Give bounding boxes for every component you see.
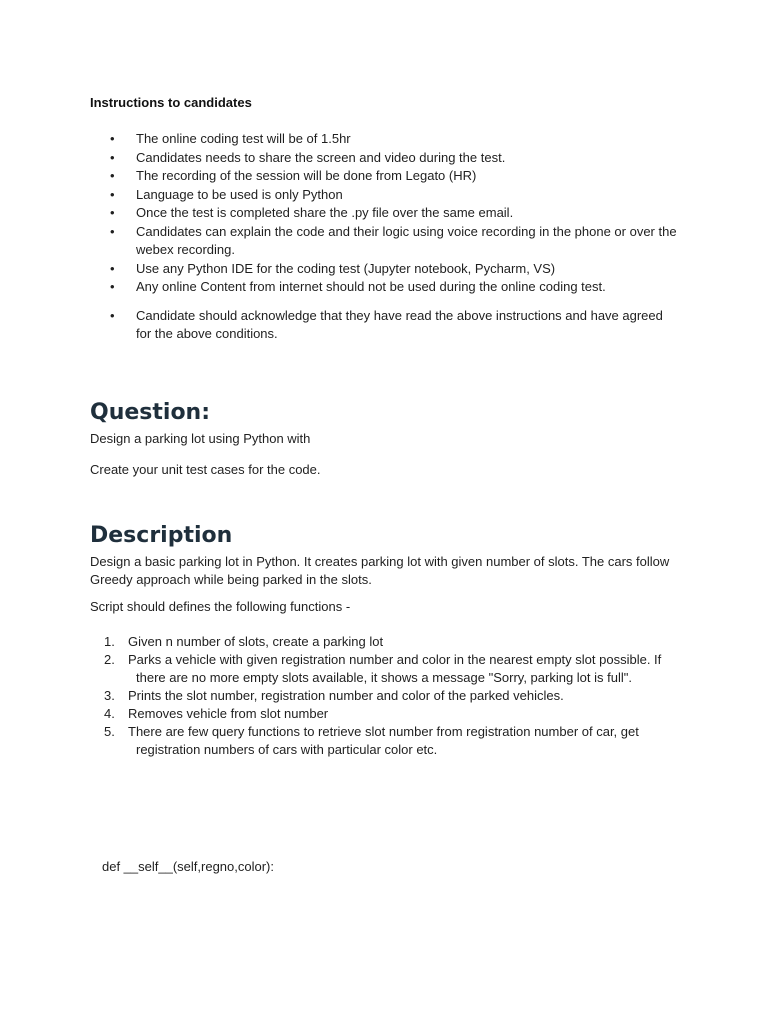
function-text: Given n number of slots, create a parking lot (128, 634, 384, 649)
function-item (0, 651, 768, 687)
function-text: Removes vehicle from slot number (128, 706, 329, 721)
functions-list (0, 633, 768, 759)
question-line-1: Design a parking lot using Python with (90, 431, 311, 446)
instruction-item: • Once the test is completed share the .py file over the same email. (0, 204, 768, 223)
question-heading: Question: (90, 400, 211, 425)
function-number: 5. (104, 724, 115, 739)
instruction-item: • Candidate should acknowledge that they have read the above instructions and have agreed for the above conditions. (0, 307, 768, 344)
instruction-item: • Language to be used is only Python (0, 186, 768, 205)
function-item (0, 723, 768, 759)
question-line-2: Create your unit test cases for the code. (90, 462, 321, 477)
instructions-list (0, 130, 768, 344)
function-number: 1. (104, 634, 115, 649)
function-item (0, 705, 768, 723)
instructions-heading: Instructions to candidates (90, 95, 252, 110)
function-item (0, 633, 768, 651)
instruction-item: • The recording of the session will be done from Legato (HR) (0, 167, 768, 186)
instruction-item: • The online coding test will be of 1.5hr (0, 130, 768, 149)
description-paragraph-2: Script should defines the following functions - (90, 599, 351, 614)
instruction-item: • Any online Content from internet should not be used during the online coding test. (0, 278, 768, 297)
function-number: 2. (104, 652, 115, 667)
instruction-item: • Candidates needs to share the screen and video during the test. (0, 149, 768, 168)
function-number: 3. (104, 688, 115, 703)
function-text: Parks a vehicle with given registration number and color in the nearest empty slot possible. If there are no more empty slots available, it shows a message "Sorry, parking lot is full". (128, 652, 662, 685)
description-heading: Description (90, 523, 233, 548)
instruction-item: • Use any Python IDE for the coding test (Jupyter notebook, Pycharm, VS) (0, 260, 768, 279)
function-text: There are few query functions to retrieve slot number from registration number of car, get registration numbers of cars with particular color etc. (128, 724, 639, 757)
description-paragraph-1: Design a basic parking lot in Python. It creates parking lot with given number of slots. The cars follow Greedy approach while being parked in the slots. (90, 554, 670, 587)
function-item (0, 687, 768, 705)
instruction-item: • Candidates can explain the code and their logic using voice recording in the phone or over the webex recording. (0, 223, 768, 260)
function-number: 4. (104, 706, 115, 721)
function-text: Prints the slot number, registration number and color of the parked vehicles. (128, 688, 564, 703)
code-line: def __self__(self,regno,color): (102, 859, 274, 874)
